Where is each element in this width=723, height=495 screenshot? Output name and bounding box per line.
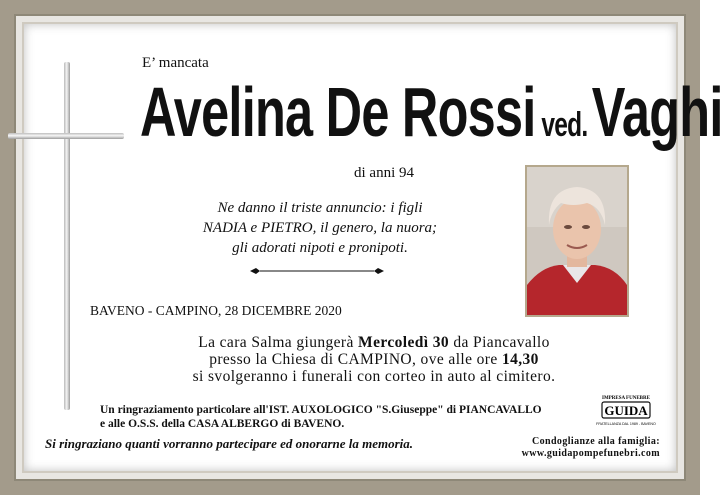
condolences-label: Condoglianze alla famiglia:	[531, 436, 660, 447]
ornamental-divider	[250, 266, 384, 276]
funeral-line-2	[120, 351, 628, 368]
condolences	[480, 436, 660, 460]
funeral-text: La cara Salma giungerà	[198, 334, 359, 351]
announcement-line: Ne danno il triste annuncio: i figli	[217, 200, 423, 216]
agency-website[interactable]: www.guidapompefunebri.com	[521, 448, 660, 459]
funeral-line-1	[120, 334, 628, 351]
cross-horizontal	[8, 133, 124, 139]
deceased-name	[140, 72, 723, 152]
announcement	[170, 198, 470, 258]
cross-vertical	[64, 62, 70, 410]
deceased-photo	[525, 165, 629, 317]
funeral-text: presso la Chiesa di CAMPINO, ove alle ore	[209, 351, 502, 368]
agency-logo	[594, 392, 658, 432]
logo-top-text: IMPRESA FUNEBRE	[602, 396, 650, 401]
funeral-text: da Piancavallo	[449, 334, 550, 351]
place-date: BAVENO - CAMPINO, 28 DICEMBRE 2020	[90, 303, 342, 318]
name-first: Avelina De Rossi	[140, 73, 536, 151]
thanks-text	[100, 403, 542, 431]
name-mid: ved.	[541, 106, 588, 144]
logo-name-text: GUIDA	[604, 403, 648, 418]
closing-text: Si ringraziano quanti vorranno partecipare ed onorarne la memoria.	[45, 436, 414, 451]
announcement-line: NADIA e PIETRO, il genero, la nuora;	[202, 220, 438, 236]
funeral-line-3: si svolgeranno i funerali con corteo in auto al cimitero.	[192, 368, 556, 385]
name-last: Vaghi	[591, 73, 723, 151]
age-text: di anni 94	[354, 165, 414, 181]
announcement-line: gli adorati nipoti e pronipoti.	[232, 240, 408, 256]
logo-bottom-text: FRATELLANZA DAL 1989 - BAVENO	[596, 422, 656, 426]
funeral-time: 14,30	[501, 351, 539, 368]
funeral-day: Mercoledì 30	[358, 334, 450, 351]
thanks-line: e alle O.S.S. della CASA ALBERGO di BAVENO.	[100, 418, 345, 430]
thanks-line: Un ringraziamento particolare all'IST. AUXOLOGICO "S.Giuseppe" di PIANCAVALLO	[100, 404, 542, 416]
funeral-info	[120, 334, 628, 385]
intro-text: E’ mancata	[142, 55, 209, 71]
portrait-image	[527, 167, 627, 315]
